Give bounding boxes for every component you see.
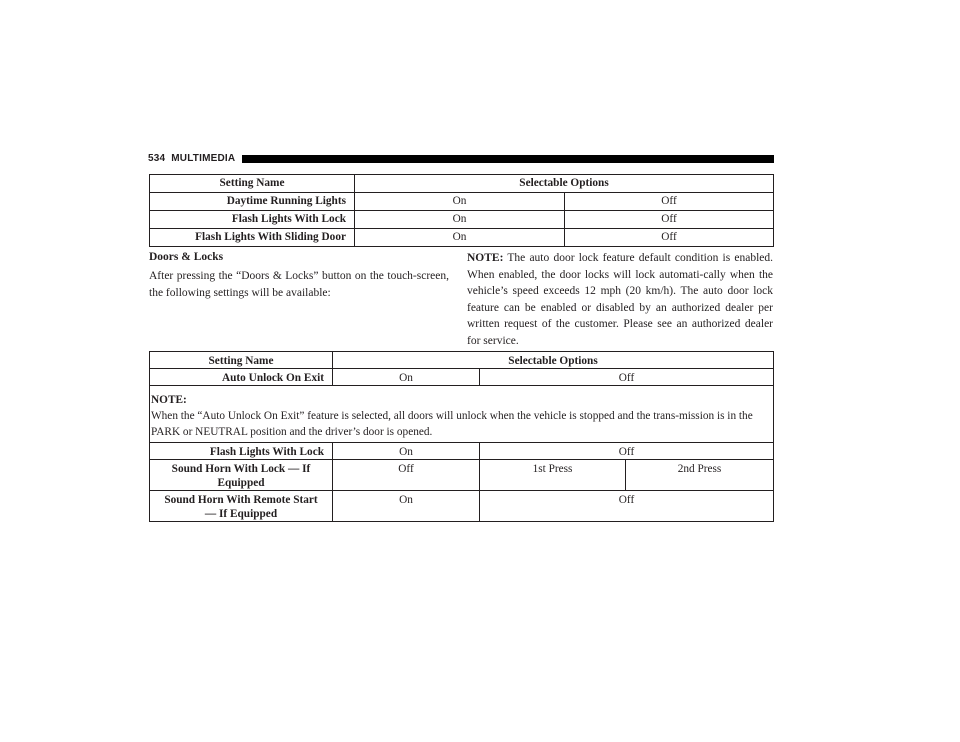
setting-name xyxy=(150,460,333,491)
option-cell: Off xyxy=(480,491,774,522)
table-row xyxy=(150,369,774,386)
option-cell: Off xyxy=(565,211,774,229)
option-cell: On xyxy=(355,211,565,229)
display-settings-table xyxy=(149,174,774,247)
option-cell: On xyxy=(355,229,565,247)
setting-name: Flash Lights With Lock xyxy=(150,211,355,229)
page-header xyxy=(148,152,774,166)
option-cell: On xyxy=(333,491,480,522)
column-header-setting-name: Setting Name xyxy=(150,175,355,193)
option-cell: Off xyxy=(333,460,480,491)
auto-lock-note xyxy=(467,250,773,349)
setting-name xyxy=(150,491,333,522)
option-cell: 1st Press xyxy=(480,460,626,491)
table-row xyxy=(150,460,774,491)
option-cell: Off xyxy=(565,193,774,211)
doors-locks-heading: Doors & Locks xyxy=(149,251,224,263)
note-label: NOTE: xyxy=(467,252,504,264)
table-row xyxy=(150,211,774,229)
setting-name: Flash Lights With Lock xyxy=(150,443,333,460)
option-cell: Off xyxy=(480,369,774,386)
table-row xyxy=(150,443,774,460)
note-cell xyxy=(150,386,774,443)
header-rule xyxy=(242,155,774,163)
setting-name: Daytime Running Lights xyxy=(150,193,355,211)
page-header-text xyxy=(148,152,235,166)
note-text: When the “Auto Unlock On Exit” feature is selected, all doors will unlock when the vehicle is stopped and the trans-mission is in the PARK or NEUTRAL position and the driver’s door is opened. xyxy=(151,410,753,438)
note-row xyxy=(150,386,774,443)
option-cell: Off xyxy=(480,443,774,460)
note-text: The auto door lock feature default condition is enabled. When enabled, the door locks will lock automati-cally when the vehicle’s speed exceeds 12 mph (20 km/h). The auto door lock feature can be enabled or disabled by an authorized dealer per written request of the customer. Please see an authorized dealer for service. xyxy=(467,252,773,347)
doors-locks-intro: After pressing the “Doors & Locks” button on the touch-screen, the following settings will be available: xyxy=(149,270,449,299)
setting-name-line: — If Equipped xyxy=(204,508,278,520)
column-header-selectable-options: Selectable Options xyxy=(355,175,774,193)
page-number: 534 xyxy=(148,153,166,164)
setting-name-line: Sound Horn With Lock — If xyxy=(171,463,311,475)
option-cell: 2nd Press xyxy=(626,460,774,491)
setting-name: Auto Unlock On Exit xyxy=(150,369,333,386)
option-cell: Off xyxy=(565,229,774,247)
option-cell: On xyxy=(333,443,480,460)
table-header-row xyxy=(150,175,774,193)
setting-name: Flash Lights With Sliding Door xyxy=(150,229,355,247)
table-row xyxy=(150,491,774,522)
column-header-selectable-options: Selectable Options xyxy=(333,352,774,369)
note-label: NOTE: xyxy=(151,394,187,406)
option-cell: On xyxy=(333,369,480,386)
table-header-row xyxy=(150,352,774,369)
table-row xyxy=(150,229,774,247)
column-header-setting-name: Setting Name xyxy=(150,352,333,369)
doors-locks-settings-table xyxy=(149,351,774,522)
table-row xyxy=(150,193,774,211)
option-cell: On xyxy=(355,193,565,211)
setting-name-line: Sound Horn With Remote Start xyxy=(164,494,318,506)
setting-name-line: Equipped xyxy=(217,477,265,489)
section-title: MULTIMEDIA xyxy=(171,153,236,164)
